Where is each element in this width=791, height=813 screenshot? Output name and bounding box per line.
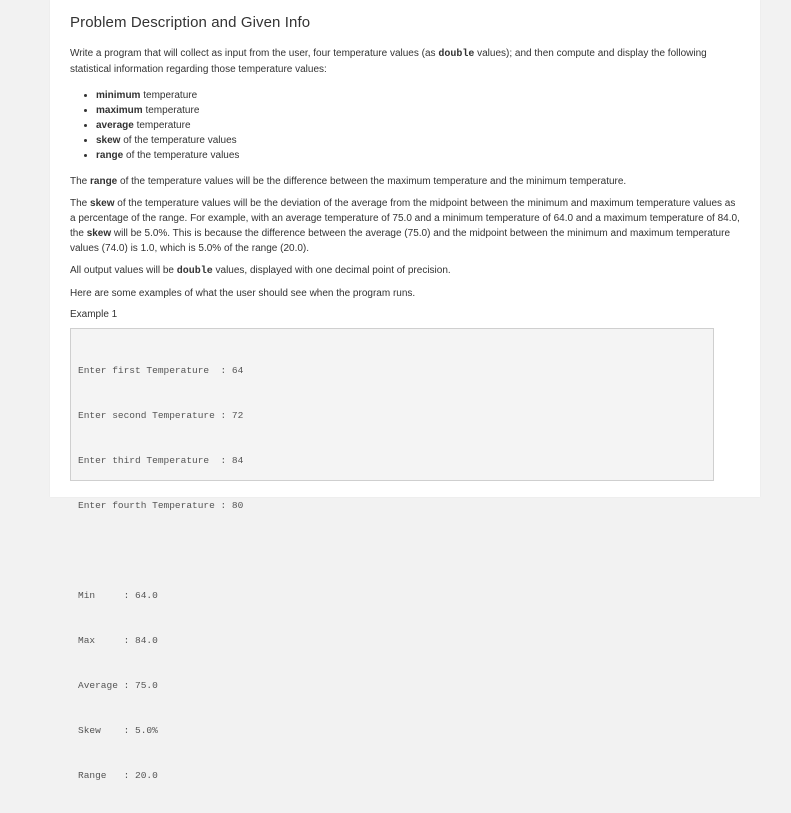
list-item-term: skew	[96, 135, 121, 146]
skew-term-2: skew	[86, 228, 112, 239]
list-item	[96, 88, 740, 103]
list-item-term: average	[96, 120, 134, 131]
code-line: Min : 64.0	[78, 590, 158, 601]
list-item-term: minimum	[96, 90, 141, 101]
code-line: Max : 84.0	[78, 635, 158, 646]
output-code-double: double	[176, 266, 213, 277]
skew-text-mid: of the temperature values will be the deviation of the average from the midpoint between the minimum and maximum temperature values as a percentage of the range. For example, with an average temperature of 75.0 and a minimum temperature of 64.0 and a maximum temperature of 84.0, the	[70, 198, 740, 239]
output-paragraph	[70, 263, 740, 279]
range-text-before: The	[70, 176, 91, 187]
skew-term: skew	[90, 198, 115, 209]
examples-intro: Here are some examples of what the user should see when the program runs.	[70, 288, 416, 299]
output-text-before: All output values will be	[70, 265, 177, 276]
list-item	[96, 133, 740, 148]
code-line: Range : 20.0	[78, 770, 158, 781]
page-title: Problem Description and Given Info	[70, 14, 311, 31]
code-line: Enter third Temperature : 84	[78, 455, 244, 466]
code-line: Skew : 5.0%	[78, 725, 158, 736]
skew-text-after: will be 5.0%. This is because the difference between the average (75.0) and the midpoint between the minimum and maximum temperature values (74.0) is 1.0, which is 5.0% of the range (20.0).	[70, 228, 731, 254]
output-text-after: values, displayed with one decimal point of precision.	[212, 265, 451, 276]
range-paragraph	[70, 174, 740, 189]
intro-text-after: values); and then compute and display the following statistical information regarding those temperature values:	[70, 48, 707, 75]
list-item-text: temperature	[133, 120, 191, 131]
example-code-block	[70, 328, 714, 781]
intro-code-double: double	[438, 49, 475, 60]
list-item	[96, 103, 740, 118]
list-item-text: temperature	[142, 105, 200, 116]
range-term: range	[90, 176, 118, 187]
range-text-after: of the temperature values will be the difference between the maximum temperature and the minimum temperature.	[117, 176, 627, 187]
list-item	[96, 118, 740, 133]
list-item	[96, 148, 740, 163]
list-item-term: range	[96, 150, 124, 161]
document-page	[50, 0, 760, 781]
code-line: Average : 75.0	[78, 680, 158, 691]
example-label: Example 1	[70, 309, 118, 320]
skew-paragraph	[70, 196, 740, 256]
intro-text-before: Write a program that will collect as input from the user, four temperature values (as	[70, 48, 439, 59]
code-line: Enter second Temperature : 72	[78, 410, 244, 421]
code-line: Enter first Temperature : 64	[78, 365, 244, 376]
code-blank-line	[78, 543, 706, 558]
statistics-list	[70, 88, 740, 163]
list-item-text: of the temperature values	[123, 150, 240, 161]
list-item-term: maximum	[96, 105, 143, 116]
code-line: Enter fourth Temperature : 80	[78, 500, 244, 511]
list-item-text: of the temperature values	[120, 135, 237, 146]
document-content	[50, 0, 760, 781]
skew-text-before: The	[70, 198, 91, 209]
intro-paragraph	[70, 46, 740, 77]
list-item-text: temperature	[140, 90, 198, 101]
